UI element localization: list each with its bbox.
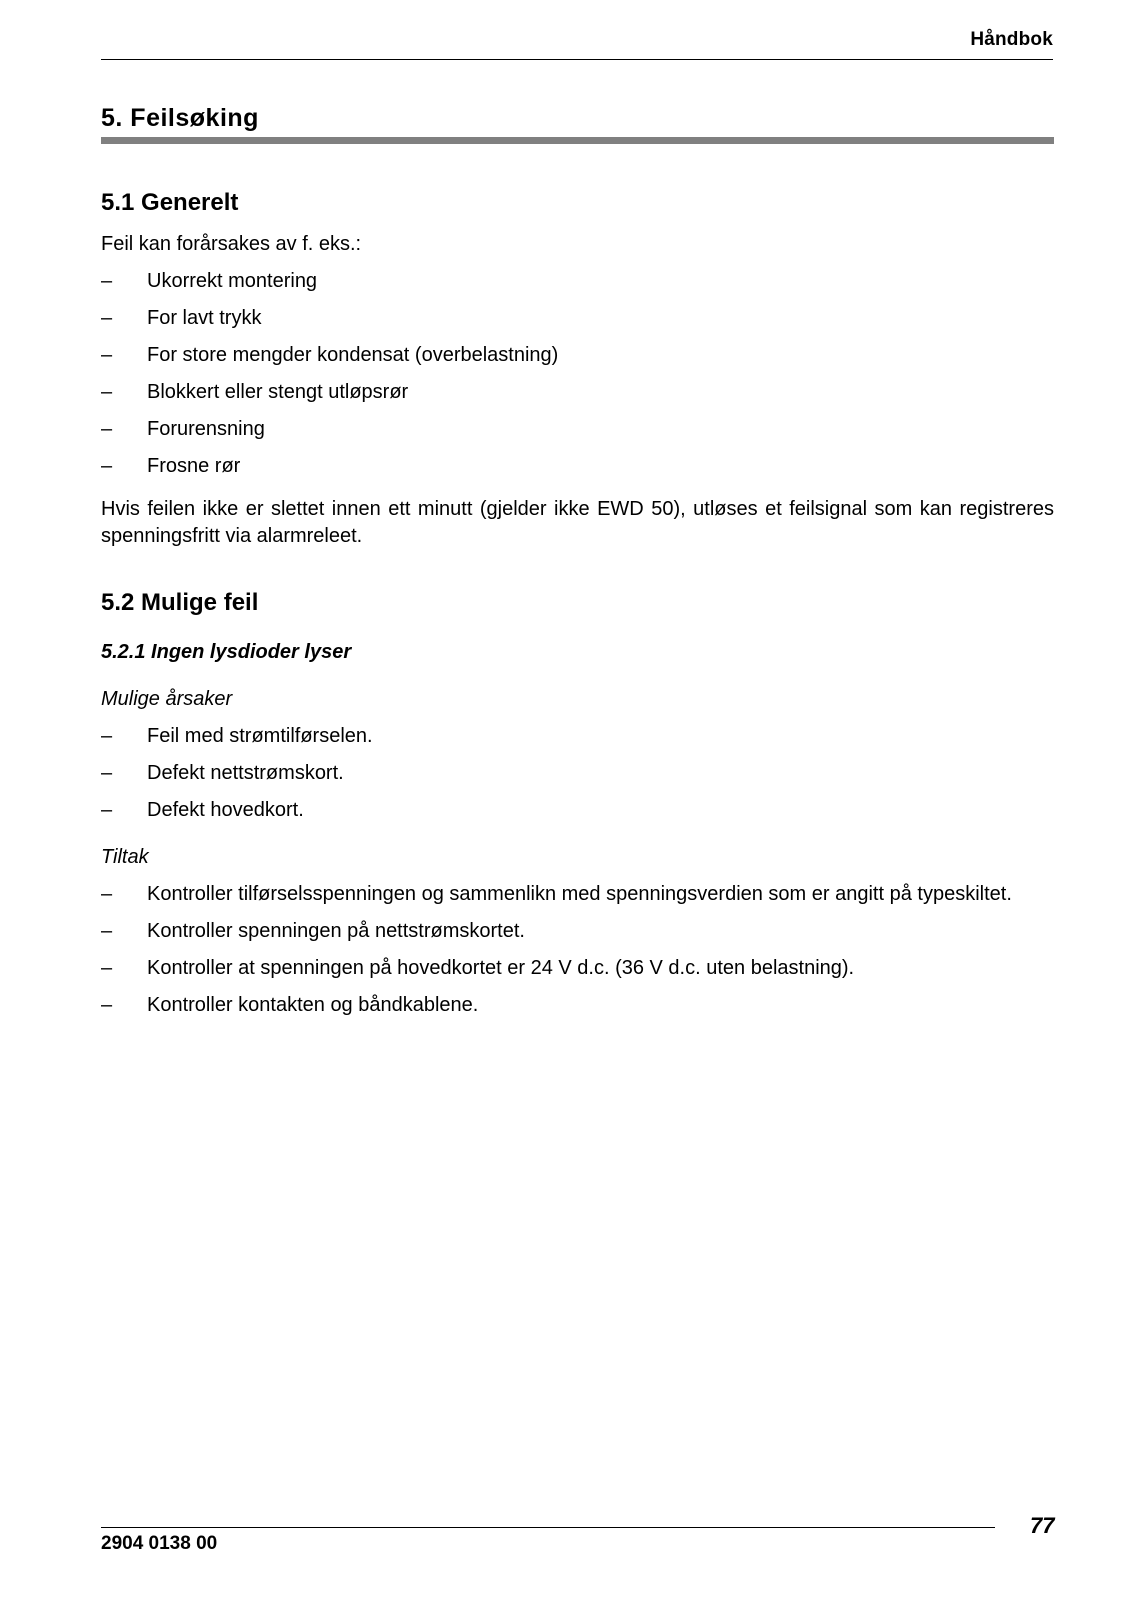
list-item-text: Feil med strømtilførselen. — [147, 725, 373, 747]
causes-label: Mulige årsaker — [101, 688, 233, 710]
intro-text: Feil kan forårsakes av f. eks.: — [101, 233, 362, 255]
list-item-text: Kontroller at spenningen på hovedkortet er 24 V d.c. (36 V d.c. uten belastning). — [147, 957, 855, 979]
list-item-text: Frosne rør — [147, 455, 241, 477]
list-dash: – — [101, 957, 113, 979]
cause-list — [101, 268, 1054, 480]
list-dash: – — [101, 799, 113, 821]
list-dash: – — [101, 270, 113, 292]
list-dash: – — [101, 762, 113, 784]
list-dash: – — [101, 725, 113, 747]
chapter-rule — [101, 137, 1054, 144]
list-item-text: Defekt nettstrømskort. — [147, 762, 344, 784]
list-item — [101, 305, 1054, 332]
list-dash: – — [101, 418, 113, 440]
alarm-note: Hvis feilen ikke er slettet innen ett minutt (gjelder ikke EWD 50), utløses et feilsignal som kan registreres spenningsfritt via alarmreleet. — [101, 498, 1054, 547]
list-item-text: For lavt trykk — [147, 307, 262, 329]
list-item-text: Forurensning — [147, 418, 265, 440]
list-item — [101, 797, 1054, 824]
document-number: 2904 0138 00 — [101, 1533, 218, 1554]
chapter-title: 5. Feilsøking — [101, 104, 259, 132]
section-heading-mulige-feil: 5.2 Mulige feil — [101, 589, 259, 616]
list-dash: – — [101, 883, 113, 905]
list-item — [101, 379, 1054, 406]
list-item — [101, 268, 1054, 295]
page-footer — [101, 1527, 995, 1554]
list-dash: – — [101, 307, 113, 329]
list-item — [101, 342, 1054, 369]
list-item-text: Defekt hovedkort. — [147, 799, 304, 821]
list-dash: – — [101, 381, 113, 403]
actions-list — [101, 881, 1054, 1019]
list-item — [101, 918, 1054, 945]
list-item — [101, 955, 1054, 982]
list-item-text: Kontroller spenningen på nettstrømskortet. — [147, 920, 525, 942]
list-item-text: For store mengder kondensat (overbelastning) — [147, 344, 559, 366]
list-dash: – — [101, 994, 113, 1016]
list-item — [101, 723, 1054, 750]
list-item — [101, 453, 1054, 480]
section-heading-generelt: 5.1 Generelt — [101, 189, 239, 216]
list-item — [101, 881, 1054, 908]
list-dash: – — [101, 455, 113, 477]
subsection-heading: 5.2.1 Ingen lysdioder lyser — [101, 641, 352, 663]
list-item-text: Ukorrekt montering — [147, 270, 318, 292]
list-item-text: Kontroller tilførselsspenningen og sammenlikn med spenningsverdien som er angitt på typeskiltet. — [147, 883, 1012, 905]
header-title: Håndbok — [970, 29, 1053, 50]
page-header — [101, 27, 1053, 60]
main-content — [101, 188, 1054, 1019]
list-item-text: Blokkert eller stengt utløpsrør — [147, 381, 409, 403]
list-dash: – — [101, 344, 113, 366]
list-dash: – — [101, 920, 113, 942]
list-item — [101, 760, 1054, 787]
possible-causes-list — [101, 723, 1054, 824]
list-item — [101, 416, 1054, 443]
page-number: 77 — [1030, 1513, 1055, 1538]
list-item-text: Kontroller kontakten og båndkablene. — [147, 994, 479, 1016]
list-item — [101, 992, 1054, 1019]
actions-label: Tiltak — [101, 846, 149, 868]
